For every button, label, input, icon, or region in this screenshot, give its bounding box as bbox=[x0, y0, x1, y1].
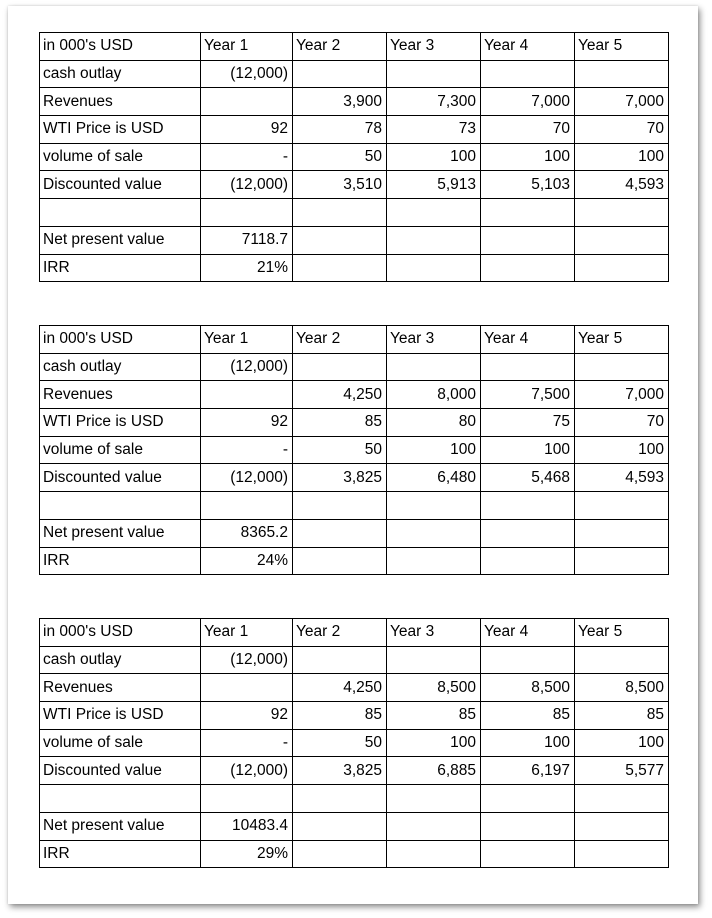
table-cell: 50 bbox=[293, 436, 387, 464]
table-cell bbox=[387, 226, 481, 254]
table-cell bbox=[575, 646, 669, 674]
row-label: WTI Price is USD bbox=[40, 116, 201, 144]
table-cell bbox=[481, 199, 575, 227]
column-header: in 000's USD bbox=[40, 33, 201, 61]
document-page bbox=[8, 6, 698, 904]
table-cell: 100 bbox=[575, 143, 669, 171]
table-cell bbox=[293, 226, 387, 254]
table-cell: 8,500 bbox=[481, 674, 575, 702]
column-header: Year 2 bbox=[293, 33, 387, 61]
table-cell: 85 bbox=[387, 702, 481, 730]
table-cell: 5,468 bbox=[481, 464, 575, 492]
table-cell bbox=[481, 254, 575, 282]
row-label: cash outlay bbox=[40, 353, 201, 381]
column-header: Year 4 bbox=[481, 619, 575, 647]
table-row bbox=[40, 757, 669, 785]
column-header: in 000's USD bbox=[40, 619, 201, 647]
table-cell: 8,500 bbox=[387, 674, 481, 702]
row-label: Net present value bbox=[40, 226, 201, 254]
table-cell: 50 bbox=[293, 143, 387, 171]
table-row bbox=[40, 812, 669, 840]
table-cell: 92 bbox=[201, 409, 293, 437]
table-cell: 7,000 bbox=[481, 88, 575, 116]
table-cell: 3,825 bbox=[293, 757, 387, 785]
table-cell: 70 bbox=[481, 116, 575, 144]
row-label: IRR bbox=[40, 547, 201, 575]
table-cell: 3,900 bbox=[293, 88, 387, 116]
row-label: Net present value bbox=[40, 519, 201, 547]
table-cell: 100 bbox=[387, 729, 481, 757]
table-cell bbox=[201, 492, 293, 520]
table-cell bbox=[293, 840, 387, 868]
table-cell: 7118.7 bbox=[201, 226, 293, 254]
table-cell bbox=[481, 646, 575, 674]
table-row bbox=[40, 353, 669, 381]
table-cell bbox=[575, 492, 669, 520]
row-label: Revenues bbox=[40, 88, 201, 116]
column-header: Year 5 bbox=[575, 619, 669, 647]
column-header: Year 1 bbox=[201, 326, 293, 354]
table-cell: 100 bbox=[481, 143, 575, 171]
row-label bbox=[40, 199, 201, 227]
table-cell bbox=[387, 812, 481, 840]
table-cell bbox=[201, 381, 293, 409]
table-cell: 85 bbox=[575, 702, 669, 730]
row-label: IRR bbox=[40, 254, 201, 282]
table-cell: 21% bbox=[201, 254, 293, 282]
table-cell: (12,000) bbox=[201, 353, 293, 381]
table-cell: 6,480 bbox=[387, 464, 481, 492]
table-cell: 100 bbox=[387, 436, 481, 464]
table-cell: 80 bbox=[387, 409, 481, 437]
column-header: Year 2 bbox=[293, 326, 387, 354]
table-cell bbox=[293, 785, 387, 813]
table-row bbox=[40, 619, 669, 647]
table-cell: 7,300 bbox=[387, 88, 481, 116]
table-cell: 50 bbox=[293, 729, 387, 757]
column-header: in 000's USD bbox=[40, 326, 201, 354]
row-label: Revenues bbox=[40, 381, 201, 409]
table-row bbox=[40, 33, 669, 61]
table-cell bbox=[575, 812, 669, 840]
table-row bbox=[40, 436, 669, 464]
column-header: Year 2 bbox=[293, 619, 387, 647]
table-cell: 85 bbox=[481, 702, 575, 730]
column-header: Year 1 bbox=[201, 33, 293, 61]
table-cell bbox=[575, 353, 669, 381]
row-label: volume of sale bbox=[40, 143, 201, 171]
table-cell bbox=[575, 199, 669, 227]
column-header: Year 4 bbox=[481, 326, 575, 354]
table-cell: 3,510 bbox=[293, 171, 387, 199]
table-cell: - bbox=[201, 143, 293, 171]
table-cell bbox=[293, 254, 387, 282]
column-header: Year 3 bbox=[387, 326, 481, 354]
table-cell bbox=[293, 492, 387, 520]
table-body bbox=[40, 326, 669, 575]
table-cell bbox=[575, 547, 669, 575]
table-cell: 6,885 bbox=[387, 757, 481, 785]
table-cell bbox=[387, 254, 481, 282]
row-label: cash outlay bbox=[40, 646, 201, 674]
row-label: Discounted value bbox=[40, 464, 201, 492]
row-label: cash outlay bbox=[40, 60, 201, 88]
table-cell bbox=[387, 353, 481, 381]
table-row bbox=[40, 409, 669, 437]
table-cell: 7,500 bbox=[481, 381, 575, 409]
table-cell bbox=[481, 60, 575, 88]
table-cell: 7,000 bbox=[575, 381, 669, 409]
table-cell: 70 bbox=[575, 409, 669, 437]
table-cell bbox=[575, 226, 669, 254]
column-header: Year 4 bbox=[481, 33, 575, 61]
row-label: volume of sale bbox=[40, 729, 201, 757]
table-cell bbox=[293, 547, 387, 575]
table-cell bbox=[387, 840, 481, 868]
table-cell bbox=[293, 519, 387, 547]
table-cell: 78 bbox=[293, 116, 387, 144]
table-cell: 92 bbox=[201, 116, 293, 144]
table-cell bbox=[575, 519, 669, 547]
table-cell: - bbox=[201, 729, 293, 757]
table-row bbox=[40, 547, 669, 575]
table-cell bbox=[575, 840, 669, 868]
table-cell: 10483.4 bbox=[201, 812, 293, 840]
table-cell: 4,250 bbox=[293, 674, 387, 702]
table-cell: 85 bbox=[293, 702, 387, 730]
table-cell: 29% bbox=[201, 840, 293, 868]
table-row bbox=[40, 254, 669, 282]
table-cell bbox=[293, 646, 387, 674]
row-label bbox=[40, 785, 201, 813]
table-cell bbox=[481, 492, 575, 520]
table-row bbox=[40, 116, 669, 144]
table-row bbox=[40, 492, 669, 520]
column-header: Year 5 bbox=[575, 33, 669, 61]
scenario-table-3 bbox=[39, 618, 669, 868]
column-header: Year 3 bbox=[387, 33, 481, 61]
table-cell: 6,197 bbox=[481, 757, 575, 785]
table-cell: 4,593 bbox=[575, 464, 669, 492]
table-cell: - bbox=[201, 436, 293, 464]
row-label: volume of sale bbox=[40, 436, 201, 464]
row-label: Net present value bbox=[40, 812, 201, 840]
scenario-table-1 bbox=[39, 32, 669, 282]
table-cell: 92 bbox=[201, 702, 293, 730]
row-label: Discounted value bbox=[40, 757, 201, 785]
table-row bbox=[40, 729, 669, 757]
table-cell bbox=[481, 785, 575, 813]
table-cell: 73 bbox=[387, 116, 481, 144]
table-cell: 5,913 bbox=[387, 171, 481, 199]
table-cell bbox=[293, 353, 387, 381]
table-row bbox=[40, 171, 669, 199]
row-label: WTI Price is USD bbox=[40, 702, 201, 730]
table-cell: (12,000) bbox=[201, 60, 293, 88]
table-cell bbox=[387, 199, 481, 227]
table-cell: 100 bbox=[575, 436, 669, 464]
table-cell: 24% bbox=[201, 547, 293, 575]
table-cell bbox=[387, 547, 481, 575]
table-cell: 3,825 bbox=[293, 464, 387, 492]
table-row bbox=[40, 199, 669, 227]
table-cell: 5,103 bbox=[481, 171, 575, 199]
table-cell bbox=[387, 492, 481, 520]
table-cell: (12,000) bbox=[201, 464, 293, 492]
table-row bbox=[40, 326, 669, 354]
table-cell: 100 bbox=[481, 436, 575, 464]
row-label bbox=[40, 492, 201, 520]
table-cell bbox=[481, 812, 575, 840]
table-row bbox=[40, 785, 669, 813]
column-header: Year 1 bbox=[201, 619, 293, 647]
table-cell: 100 bbox=[387, 143, 481, 171]
table-cell: 5,577 bbox=[575, 757, 669, 785]
scenario-table-2 bbox=[39, 325, 669, 575]
table-cell bbox=[481, 840, 575, 868]
row-label: IRR bbox=[40, 840, 201, 868]
table-row bbox=[40, 840, 669, 868]
table-cell: 8,000 bbox=[387, 381, 481, 409]
table-cell bbox=[293, 812, 387, 840]
table-cell: 85 bbox=[293, 409, 387, 437]
table-row bbox=[40, 226, 669, 254]
table-cell: 8,500 bbox=[575, 674, 669, 702]
table-cell bbox=[201, 199, 293, 227]
table-cell bbox=[201, 674, 293, 702]
table-cell bbox=[387, 785, 481, 813]
table-body bbox=[40, 619, 669, 868]
table-cell bbox=[481, 547, 575, 575]
column-header: Year 5 bbox=[575, 326, 669, 354]
table-row bbox=[40, 381, 669, 409]
table-row bbox=[40, 464, 669, 492]
table-cell bbox=[387, 519, 481, 547]
table-cell: 75 bbox=[481, 409, 575, 437]
table-cell: 100 bbox=[481, 729, 575, 757]
table-cell bbox=[201, 88, 293, 116]
row-label: Revenues bbox=[40, 674, 201, 702]
table-row bbox=[40, 702, 669, 730]
table-row bbox=[40, 519, 669, 547]
table-row bbox=[40, 88, 669, 116]
table-cell bbox=[293, 199, 387, 227]
table-cell bbox=[575, 60, 669, 88]
row-label: Discounted value bbox=[40, 171, 201, 199]
table-cell bbox=[481, 519, 575, 547]
table-cell: (12,000) bbox=[201, 646, 293, 674]
row-label: WTI Price is USD bbox=[40, 409, 201, 437]
table-cell bbox=[575, 785, 669, 813]
table-row bbox=[40, 646, 669, 674]
table-row bbox=[40, 674, 669, 702]
table-cell bbox=[481, 226, 575, 254]
table-cell bbox=[387, 60, 481, 88]
table-cell: (12,000) bbox=[201, 171, 293, 199]
table-cell: 70 bbox=[575, 116, 669, 144]
table-cell bbox=[293, 60, 387, 88]
table-cell bbox=[201, 785, 293, 813]
table-row bbox=[40, 143, 669, 171]
table-cell: 4,593 bbox=[575, 171, 669, 199]
table-row bbox=[40, 60, 669, 88]
table-cell: 7,000 bbox=[575, 88, 669, 116]
table-cell bbox=[575, 254, 669, 282]
table-cell bbox=[481, 353, 575, 381]
table-cell: 100 bbox=[575, 729, 669, 757]
table-body bbox=[40, 33, 669, 282]
table-cell: 8365.2 bbox=[201, 519, 293, 547]
table-cell: 4,250 bbox=[293, 381, 387, 409]
table-cell: (12,000) bbox=[201, 757, 293, 785]
column-header: Year 3 bbox=[387, 619, 481, 647]
table-cell bbox=[387, 646, 481, 674]
